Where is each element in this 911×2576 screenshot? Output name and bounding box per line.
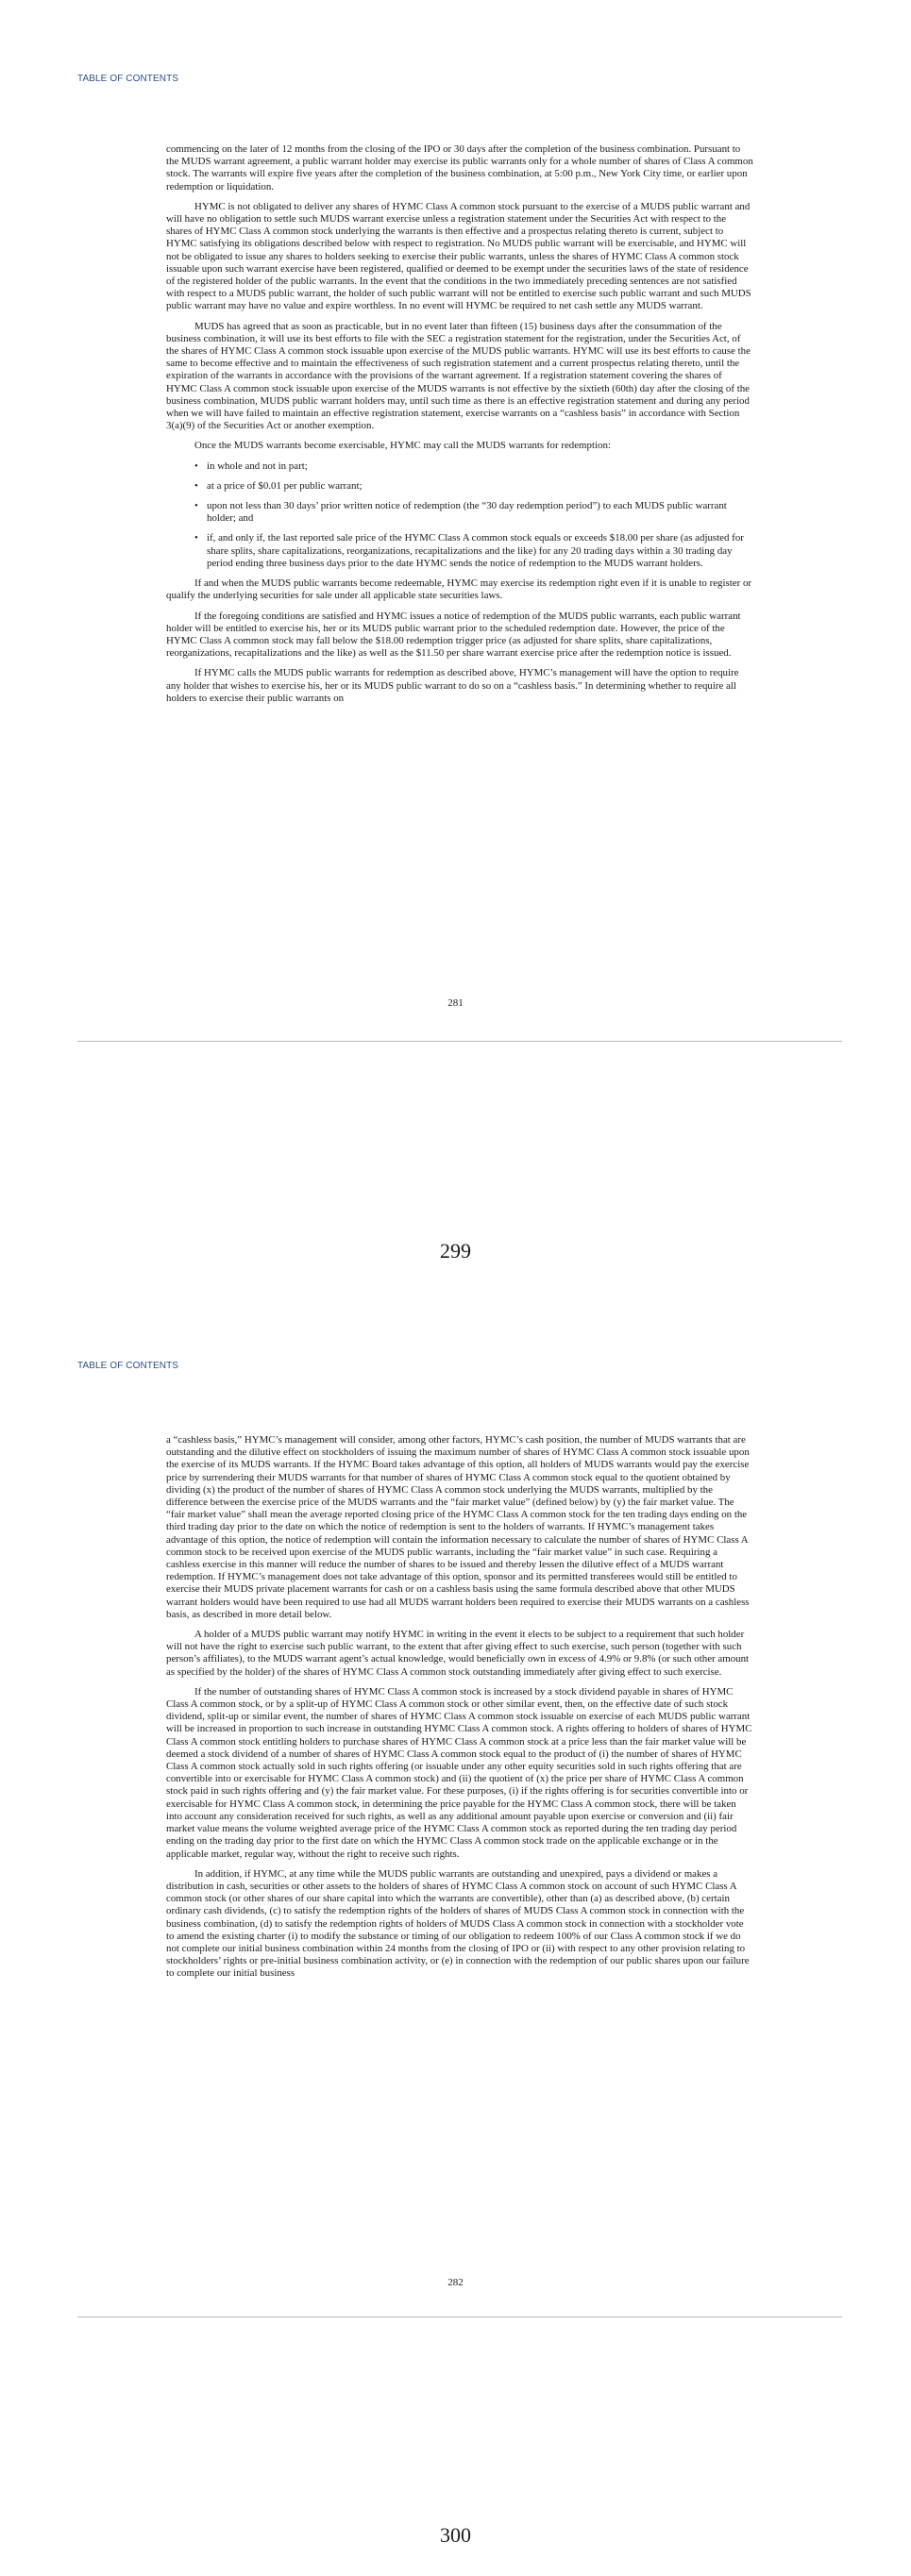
bullet-icon: • bbox=[194, 500, 198, 512]
pdf-page-counter: 299 bbox=[440, 1239, 471, 1263]
bullet-icon: • bbox=[194, 460, 198, 472]
paragraph: commencing on the later of 12 months from the closing of the IPO or 30 days after the completion of the business combination. Pursuant to the MUDS warrant agreement, a public warrant holder may exercise its public warrants only for a whole number of shares of Class A common stock. The warrants will expire five years after the completion of the business combination, at 5:00 p.m., New York City time, or earlier upon redemption or liquidation. bbox=[166, 143, 753, 192]
paragraph: a “cashless basis,” HYMC’s management will consider, among other factors, HYMC’s cash position, the number of MUDS warrants that are outstanding and the dilutive effect on stockholders of issuing the maximum number of shares of HYMC Class A common stock issuable upon the exercise of its MUDS warrants. If the HYMC Board takes advantage of this option, all holders of MUDS warrants would pay the exercise price by surrendering their MUDS warrants for that number of shares of HYMC Class A common stock equal to the quotient obtained by dividing (x) the product of the number of shares of HYMC Class A common stock underlying the MUDS warrants, multiplied by the difference between the exercise price of the MUDS warrants and the “fair market value” (defined below) by (y) the fair market value. The “fair market value” shall mean the average reported closing price of the HYMC Class A common stock for the ten trading days ending on the third trading day prior to the date on which the notice of redemption is sent to the holders of warrants. If HYMC’s management takes advantage of this option, the notice of redemption will contain the information necessary to calculate the number of shares of HYMC Class A common stock to be received upon exercise of the MUDS public warrants, including the “fair market value” in such case. Requiring a cashless exercise in this manner will reduce the number of shares to be issued and thereby lessen the dilutive effect of a MUDS warrant redemption. If HYMC’s management does not take advantage of this option, sponsor and its permitted transferees would still be entitled to exercise their MUDS private placement warrants for cash or on a cashless basis using the same formula described above that other MUDS warrant holders would have been required to use had all MUDS warrant holders been required to exercise their MUDS warrants on a cashless basis, as described in more detail below. bbox=[166, 1434, 750, 1620]
paragraph: If the foregoing conditions are satisfied and HYMC issues a notice of redemption of the MUDS public warrants, each public warrant holder will be entitled to exercise his, her or its MUDS public warrant prior to the scheduled redemption date. However, the price of the HYMC Class A common stock may fall below the $18.00 redemption trigger price (as adjusted for share splits, share capitalizations, reorganizations, recapitalizations and the like) as well as the $11.50 per share warrant exercise price after the redemption notice is issued. bbox=[166, 610, 741, 660]
list-item bbox=[194, 500, 753, 525]
page-282-body bbox=[166, 1434, 753, 1988]
list-item bbox=[194, 480, 753, 493]
list-item bbox=[194, 532, 753, 570]
list-item-text: at a price of $0.01 per public warrant; bbox=[207, 479, 363, 492]
bullet-icon: • bbox=[194, 532, 198, 544]
table-of-contents-link[interactable]: TABLE OF CONTENTS bbox=[77, 74, 179, 84]
paragraph: HYMC is not obligated to deliver any shares of HYMC Class A common stock pursuant to the exercise of a MUDS public warrant and will have no obligation to settle such MUDS warrant exercise unless a registration statement under the Securities Act with respect to the shares of HYMC Class A common stock underlying the warrants is then effective and a prospectus relating thereto is current, subject to HYMC satisfying its obligations described below with respect to registration. No MUDS public warrant will be exercisable, and HYMC will not be obligated to issue any shares to holders seeking to exercise their public warrants, unless the shares of HYMC Class A common stock issuable upon such warrant exercise have been registered, qualified or deemed to be exempt under the securities laws of the state of residence of the registered holder of the public warrants. In the event that the conditions in the two immediately preceding sentences are not satisfied with respect to a MUDS public warrant, the holder of such public warrant will not be entitled to exercise such public warrant and such MUDS public warrant may have no value and expire worthless. In no event will HYMC be required to net cash settle any MUDS warrant. bbox=[166, 200, 751, 312]
redemption-conditions-list bbox=[166, 460, 753, 570]
list-item bbox=[194, 460, 753, 473]
paragraph: If the number of outstanding shares of HYMC Class A common stock is increased by a stock dividend payable in shares of HYMC Class A common stock, or by a split-up of HYMC Class A common stock or other similar event, then, on the effective date of such stock dividend, split-up or similar event, the number of shares of HYMC Class A common stock issuable on exercise of each MUDS public warrant will be increased in proportion to such increase in outstanding HYMC Class A common stock. A rights offering to holders of shares of HYMC Class A common stock entitling holders to purchase shares of HYMC Class A common stock at a price less than the fair market value will be deemed a stock dividend of a number of shares of HYMC Class A common stock equal to the product of (i) the number of shares of HYMC Class A common stock actually sold in such rights offering (or issuable under any other equity securities sold in such rights offering that are convertible into or exercisable for HYMC Class A common stock) and (ii) the quotient of (x) the price per share of HYMC Class A common stock paid in such rights offering and (y) the fair market value. For these purposes, (i) if the rights offering is for securities convertible into or exercisable for HYMC Class A common stock, in determining the price payable for the HYMC Class A common stock, there will be taken into account any consideration received for such rights, as well as any additional amount payable upon exercise or conversion and (ii) fair market value means the volume weighted average price of the HYMC Class A common stock as reported during the ten trading day period ending on the trading day prior to the first date on which the HYMC Class A common stock trade on the applicable exchange or in the applicable market, regular way, without the right to receive such rights. bbox=[166, 1685, 752, 1860]
page-divider bbox=[77, 1041, 842, 1042]
page-281-body bbox=[166, 143, 753, 712]
table-of-contents-link[interactable]: TABLE OF CONTENTS bbox=[77, 1361, 179, 1371]
list-item-text: in whole and not in part; bbox=[207, 460, 308, 472]
pdf-page-counter: 300 bbox=[440, 2523, 471, 2547]
page-number: 282 bbox=[447, 2277, 464, 2288]
paragraph: If HYMC calls the MUDS public warrants for redemption as described above, HYMC’s management will have the option to require any holder that wishes to exercise his, her or its MUDS public warrant to do so on a “cashless basis.” In determining whether to require all holders to exercise their public warrants on bbox=[166, 667, 739, 704]
paragraph: If and when the MUDS public warrants become redeemable, HYMC may exercise its redemption right even if it is unable to register or qualify the underlying securities for sale under all applicable state securities laws. bbox=[166, 577, 752, 602]
paragraph: A holder of a MUDS public warrant may notify HYMC in writing in the event it elects to be subject to a requirement that such holder will not have the right to exercise such public warrant, to the extent that after giving effect to such exercise, such person (together with such person’s affiliates), to the MUDS warrant agent’s actual knowledge, would beneficially own in excess of 4.9% or 9.8% (or such other amount as specified by the holder) of the shares of HYMC Class A common stock outstanding immediately after giving effect to such exercise. bbox=[166, 1629, 750, 1678]
paragraph: In addition, if HYMC, at any time while the MUDS public warrants are outstanding and unexpired, pays a dividend or makes a distribution in cash, securities or other assets to the holders of shares of HYMC Class A common stock on account of such HYMC Class A common stock (or other shares of our share capital into which the warrants are convertible), other than (a) as described above, (b) certain ordinary cash dividends, (c) to satisfy the redemption rights of the holders of shares of MUDS Class A common stock in connection with the business combination, (d) to satisfy the redemption rights of holders of MUDS Class A common stock in connection with a stockholder vote to amend the existing charter (i) to modify the substance or timing of our obligation to redeem 100% of our Class A common stock if we do not complete our initial business combination within 24 months from the closing of IPO or (ii) with respect to any other provision relating to stockholders’ rights or pre-initial business combination activity, or (e) in connection with the redemption of our public shares upon our failure to complete our initial business bbox=[166, 1867, 750, 1980]
list-item-text: upon not less than 30 days’ prior written notice of redemption (the “30 day redemption period”) to each MUDS public warrant holder; and bbox=[207, 500, 727, 525]
bullet-icon: • bbox=[194, 479, 198, 492]
list-item-text: if, and only if, the last reported sale price of the HYMC Class A common stock equals or exceeds $18.00 per share (as adjusted for share splits, share capitalizations, reorganizations, recapitalizations and the like) for any 20 trading days within a 30 trading day period ending three business days prior to the date HYMC sends the notice of redemption to the MUDS warrant holders. bbox=[207, 532, 744, 569]
paragraph: MUDS has agreed that as soon as practicable, but in no event later than fifteen (15) business days after the consummation of the business combination, it will use its best efforts to file with the SEC a registration statement for the registration, under the Securities Act, of the shares of HYMC Class A common stock issuable upon exercise of the MUDS public warrants. HYMC will use its best efforts to cause the same to become effective and to maintain the effectiveness of such registration statement and a current prospectus relating thereto, until the expiration of the warrants in accordance with the provisions of the warrant agreement. If a registration statement covering the shares of HYMC Class A common stock issuable upon exercise of the MUDS warrants is not effective by the sixtieth (60th) day after the closing of the business combination, MUDS public warrant holders may, until such time as there is an effective registration statement and during any period when we will have failed to maintain an effective registration statement, exercise warrants on a “cashless basis” in accordance with Section 3(a)(9) of the Securities Act or another exemption. bbox=[166, 320, 751, 432]
paragraph: Once the MUDS warrants become exercisable, HYMC may call the MUDS warrants for redemption: bbox=[194, 440, 611, 452]
page-number: 281 bbox=[447, 997, 464, 1009]
